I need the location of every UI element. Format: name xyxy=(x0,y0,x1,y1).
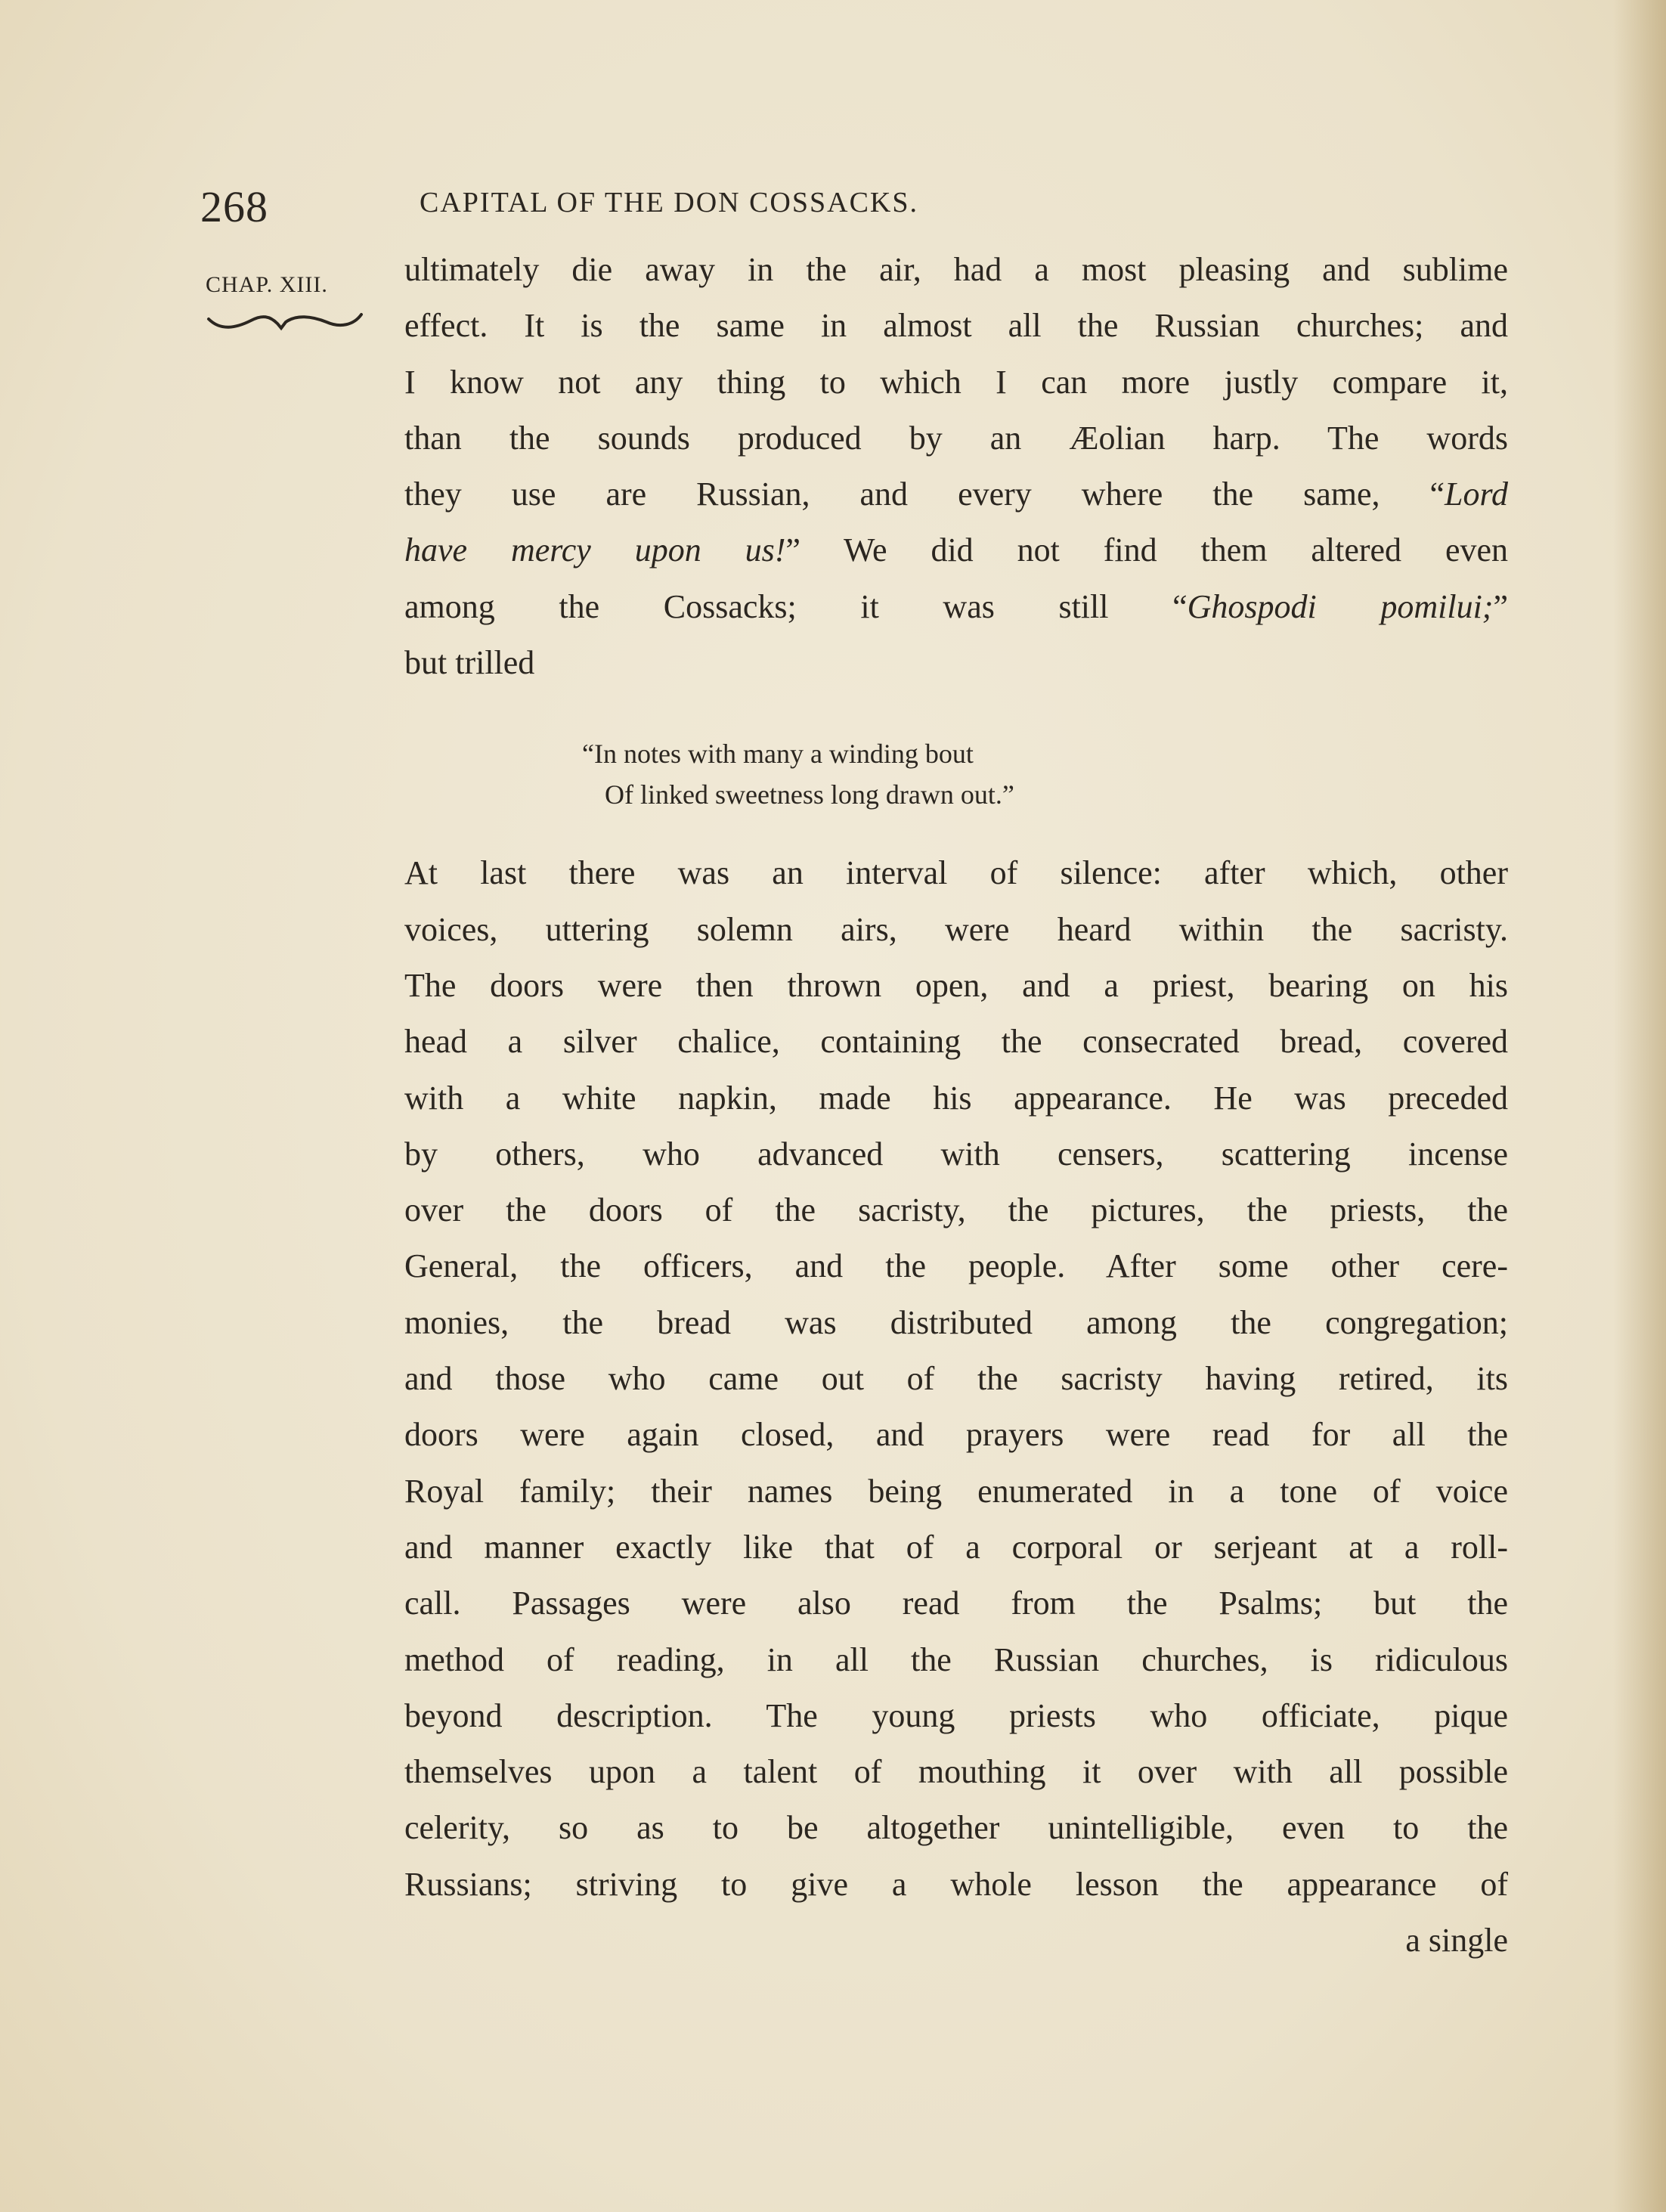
text-line: effect. It is the same in almost all the Russian churches; and xyxy=(404,307,1508,345)
text-segment: they use are Russian, and every where the same, “ xyxy=(404,476,1445,513)
body-text xyxy=(404,242,1508,1969)
text-line: voices, uttering solemn airs, were heard within the sacristy. xyxy=(404,910,1508,948)
text-line: Royal family; their names being enumerated in a tone of voice xyxy=(404,1472,1508,1510)
text-line: General, the officers, and the people. After some other cere- xyxy=(404,1247,1508,1285)
text-line: and manner exactly like that of a corporal or serjeant at a roll- xyxy=(404,1528,1508,1566)
text-line: ultimately die away in the air, had a most pleasing and sublime xyxy=(404,251,1508,288)
text-line: At last there was an interval of silence: after which, other xyxy=(404,854,1508,892)
text-line: beyond description. The young priests who officiate, pique xyxy=(404,1696,1508,1734)
page-number: 268 xyxy=(200,182,268,231)
text-line xyxy=(404,522,1508,578)
italic-text: Lord xyxy=(1445,476,1508,513)
running-head: CAPITAL OF THE DON COSSACKS. xyxy=(420,187,918,218)
spacer xyxy=(404,815,1508,845)
text-line: over the doors of the sacristy, the pictures, the priests, the xyxy=(404,1191,1508,1229)
italic-text: Ghospodi pomilui; xyxy=(1187,587,1494,625)
chapter-ornament-icon xyxy=(206,308,364,336)
spacer xyxy=(404,691,1508,733)
quote-line: “In notes with many a winding bout xyxy=(582,739,974,770)
text-line: method of reading, in all the Russian churches, is ridiculous xyxy=(404,1640,1508,1678)
page-header xyxy=(200,181,1213,234)
page-edge-shadow xyxy=(1613,0,1666,2212)
verse-quotation xyxy=(582,733,1164,815)
text-segment: ” xyxy=(1493,587,1508,625)
text-line: I know not any thing to which I can more justly compare it, xyxy=(404,363,1508,401)
text-line: doors were again closed, and prayers were read for all the xyxy=(404,1416,1508,1454)
text-line: Russians; striving to give a whole lesson the appearance of xyxy=(404,1865,1508,1903)
text-line: and those who came out of the sacristy having retired, its xyxy=(404,1360,1508,1398)
text-line: monies, the bread was distributed among the congregation; xyxy=(404,1303,1508,1341)
text-line: head a silver chalice, containing the consecrated bread, covered xyxy=(404,1023,1508,1061)
italic-text: have mercy upon us! xyxy=(404,531,786,569)
text-segment: ” We did not find them altered even xyxy=(785,531,1509,569)
text-line: by others, who advanced with censers, scattering incense xyxy=(404,1135,1508,1173)
catchword: a single xyxy=(1405,1922,1508,1960)
quote-line: Of linked sweetness long drawn out.” xyxy=(605,779,1014,810)
text-line: with a white napkin, made his appearance. He was preceded xyxy=(404,1079,1508,1117)
chapter-marker: CHAP. XIII. xyxy=(206,272,328,297)
text-line: themselves upon a talent of mouthing it over with all possible xyxy=(404,1753,1508,1791)
text-segment: among the Cossacks; it was still “ xyxy=(404,587,1188,625)
text-line: call. Passages were also read from the Psalms; but the xyxy=(404,1585,1508,1622)
text-line: The doors were then thrown open, and a priest, bearing on his xyxy=(404,966,1508,1004)
text-line xyxy=(404,579,1508,635)
text-line xyxy=(404,466,1508,522)
text-line: celerity, so as to be altogether unintelligible, even to the xyxy=(404,1809,1508,1847)
text-line: than the sounds produced by an Æolian harp. The words xyxy=(404,419,1508,457)
text-line: but trilled xyxy=(404,644,535,682)
